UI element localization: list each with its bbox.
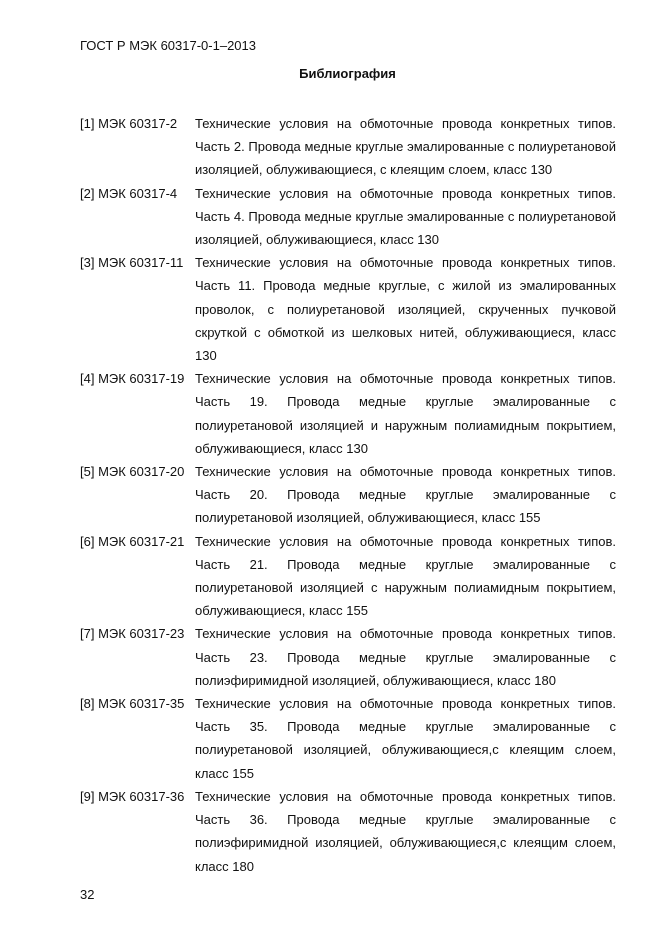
bibliography-entry-6 <box>80 530 616 623</box>
bibliography-entry-2 <box>80 182 616 252</box>
entry-description: Технические условия на обмоточные провода конкретных типов. Часть 4. Провода медные круглые эмалированные с полиуретановой изоляцией, облуживающиеся, класс 130 <box>195 185 616 248</box>
entry-reference: [2] МЭК 60317-4 <box>80 185 178 201</box>
bibliography-entry-5 <box>80 460 616 530</box>
bibliography-entry-8 <box>80 692 616 785</box>
entry-description: Технические условия на обмоточные провода конкретных типов. Часть 19. Провода медные круглые эмалированные с полиуретановой изоляцией и наружным полиамидным покрытием, облуживающиеся, класс 130 <box>195 371 616 456</box>
entry-description: Технические условия на обмоточные провода конкретных типов. Часть 36. Провода медные круглые эмалированные с полиэфиримидной изоляцией, облуживающиеся,с клеящим слоем, класс 180 <box>195 788 616 874</box>
entry-description: Технические условия на обмоточные провода конкретных типов. Часть 20. Провода медные круглые эмалированные с полиуретановой изоляцией, облуживающиеся, класс 155 <box>195 464 616 526</box>
entry-reference: [1] МЭК 60317-2 <box>80 116 178 131</box>
bibliography-list <box>80 112 616 878</box>
bibliography-entry-9 <box>80 785 616 878</box>
entry-description: Технические условия на обмоточные провода конкретных типов. Часть 35. Провода медные круглые эмалированные с полиуретановой изоляцией, облуживающиеся,с клеящим слоем, класс 155 <box>195 696 616 781</box>
entry-reference: [8] МЭК 60317-35 <box>80 696 185 712</box>
bibliography-entry-4 <box>80 367 616 460</box>
entry-reference: [3] МЭК 60317-11 <box>80 255 184 271</box>
bibliography-entry-7 <box>80 622 616 692</box>
document-header: ГОСТ Р МЭК 60317-0-1–2013 <box>80 38 256 53</box>
entry-reference: [7] МЭК 60317-23 <box>80 626 185 642</box>
entry-description: Технические условия на обмоточные провода конкретных типов. Часть 21. Провода медные круглые эмалированные с полиуретановой изоляцией с наружным полиамидным покрытием, облуживающиеся, класс 155 <box>195 533 616 619</box>
entry-reference: [5] МЭК 60317-20 <box>80 464 185 480</box>
entry-reference: [6] МЭК 60317-21 <box>80 533 185 549</box>
section-title: Библиография <box>299 66 396 81</box>
entry-reference: [9] МЭК 60317-36 <box>80 788 185 804</box>
entry-description: Технические условия на обмоточные провода конкретных типов. Часть 2. Провода медные круглые эмалированные с полиуретановой изоляцией, облуживающиеся, с клеящим слоем, класс 130 <box>195 116 616 178</box>
bibliography-entry-3 <box>80 251 616 367</box>
entry-description: Технические условия на обмоточные провода конкретных типов. Часть 11. Провода медные круглые, с жилой из эмалированных проволок, с полиуретановой изоляцией, скрученных пучковой скруткой с обмоткой из шелковых нитей, облуживающиеся, класс 130 <box>195 255 616 364</box>
entry-description: Технические условия на обмоточные провода конкретных типов. Часть 23. Провода медные круглые эмалированные с полиэфиримидной изоляцией, облуживающиеся, класс 180 <box>195 626 616 688</box>
entry-reference: [4] МЭК 60317-19 <box>80 371 185 387</box>
bibliography-entry-1 <box>80 112 616 182</box>
page-number: 32 <box>80 887 95 902</box>
